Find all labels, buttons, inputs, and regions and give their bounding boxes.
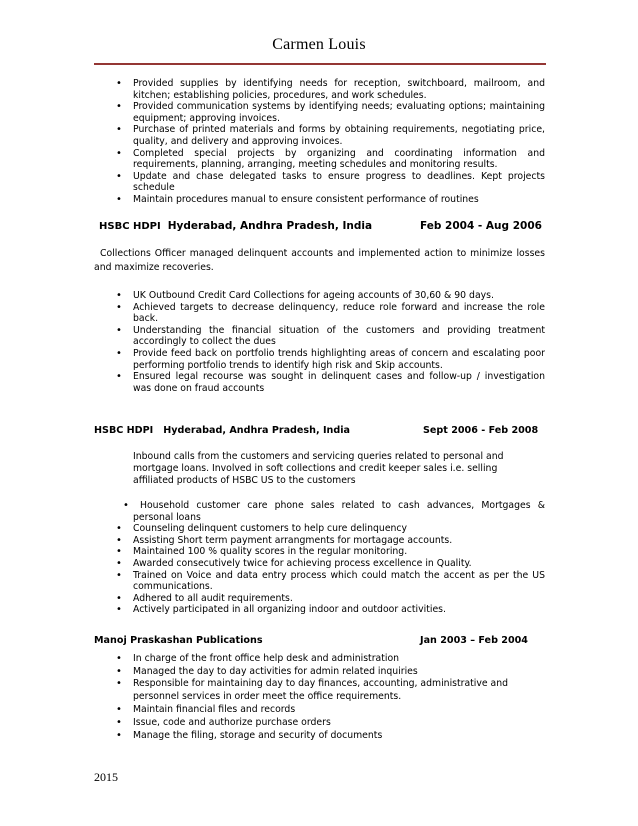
job-location: Hyderabad, Andhra Pradesh, India <box>163 425 350 436</box>
list-item: • UK Outbound Credit Card Collections for ageing accounts of 30,60 & 90 days. <box>133 290 545 302</box>
job-dates: Feb 2004 - Aug 2006 <box>420 220 542 232</box>
list-item: • Awarded consecutively twice for achieving process excellence in Quality. <box>133 558 545 570</box>
job-summary: Inbound calls from the customers and servicing queries related to personal and mortgage loans. Involved in soft collections and credit keeper sales i.e. selling affiliated products of HSBC US to the customers <box>133 451 504 486</box>
list-item: • In charge of the front office help desk and administration <box>133 652 513 665</box>
duties-list-job2 <box>133 500 545 616</box>
job-heading-hsbc-1 <box>99 220 372 232</box>
list-item: • Achieved targets to decrease delinquency, reduce role forward and increase the role back. <box>133 302 545 325</box>
list-item: • Provided communication systems by identifying needs; evaluating options; maintaining equipment; approving invoices. <box>133 101 545 124</box>
list-item: • Maintain procedures manual to ensure consistent performance of routines <box>133 194 545 206</box>
list-item: • Provided supplies by identifying needs for reception, switchboard, mailroom, and kitchen; establishing policies, procedures, and work schedules. <box>133 78 545 101</box>
company-name: HSBC HDPI <box>99 221 161 232</box>
duties-list-job1 <box>133 290 545 394</box>
job-heading-hsbc-2 <box>94 425 350 436</box>
list-item: • Manage the filing, storage and security of documents <box>133 729 513 742</box>
list-item: • Managed the day to day activities for admin related inquiries <box>133 665 513 678</box>
list-item: • Maintain financial files and records <box>133 703 513 716</box>
list-item: • Completed special projects by organizing and coordinating information and requirements, planning, arranging, meeting schedules and monitoring results. <box>133 148 545 171</box>
resume-name: Carmen Louis <box>272 36 366 53</box>
list-item: • Responsible for maintaining day to day finances, accounting, administrative and personnel services in order meet the office requirements. <box>133 678 513 703</box>
list-item: • Provide feed back on portfolio trends highlighting areas of concern and escalating poor performing portfolio trends to identify high risk and Skip accounts. <box>133 348 545 371</box>
job-location: Hyderabad, Andhra Pradesh, India <box>167 220 373 232</box>
list-item: • Ensured legal recourse was sought in delinquent cases and follow-up / investigation was done on fraud accounts <box>133 371 545 394</box>
job-dates: Jan 2003 – Feb 2004 <box>420 635 528 646</box>
duties-list-job3 <box>133 652 513 742</box>
list-item: • Adhered to all audit requirements. <box>133 593 545 605</box>
footer-year: 2015 <box>94 770 118 784</box>
header-divider <box>94 63 546 65</box>
list-item: • Issue, code and authorize purchase orders <box>133 716 513 729</box>
list-item: • Maintained 100 % quality scores in the regular monitoring. <box>133 546 545 558</box>
duties-list-top <box>133 78 545 206</box>
list-item: • Trained on Voice and data entry process which could match the accent as per the US communications. <box>133 570 545 593</box>
list-item: • Actively participated in all organizing indoor and outdoor activities. <box>133 604 545 616</box>
job-heading-manoj: Manoj Praskashan Publications <box>94 635 263 646</box>
list-item: • Household customer care phone sales related to cash advances, Mortgages & personal loans <box>133 500 545 523</box>
list-item: • Purchase of printed materials and forms by obtaining requirements, negotiating price, quality, and delivery and approving invoices. <box>133 124 545 147</box>
list-item: • Update and chase delegated tasks to ensure progress to deadlines. Kept projects schedule <box>133 171 545 194</box>
company-name: HSBC HDPI <box>94 425 154 436</box>
job-dates: Sept 2006 - Feb 2008 <box>423 425 539 436</box>
list-item: • Counseling delinquent customers to help cure delinquency <box>133 523 545 535</box>
job-summary: Collections Officer managed delinquent accounts and implemented action to minimize losses and maximize recoveries. <box>94 248 545 273</box>
list-item: • Understanding the financial situation of the customers and providing treatment accordingly to collect the dues <box>133 325 545 348</box>
list-item: • Assisting Short term payment arrangments for mortagage accounts. <box>133 535 545 547</box>
